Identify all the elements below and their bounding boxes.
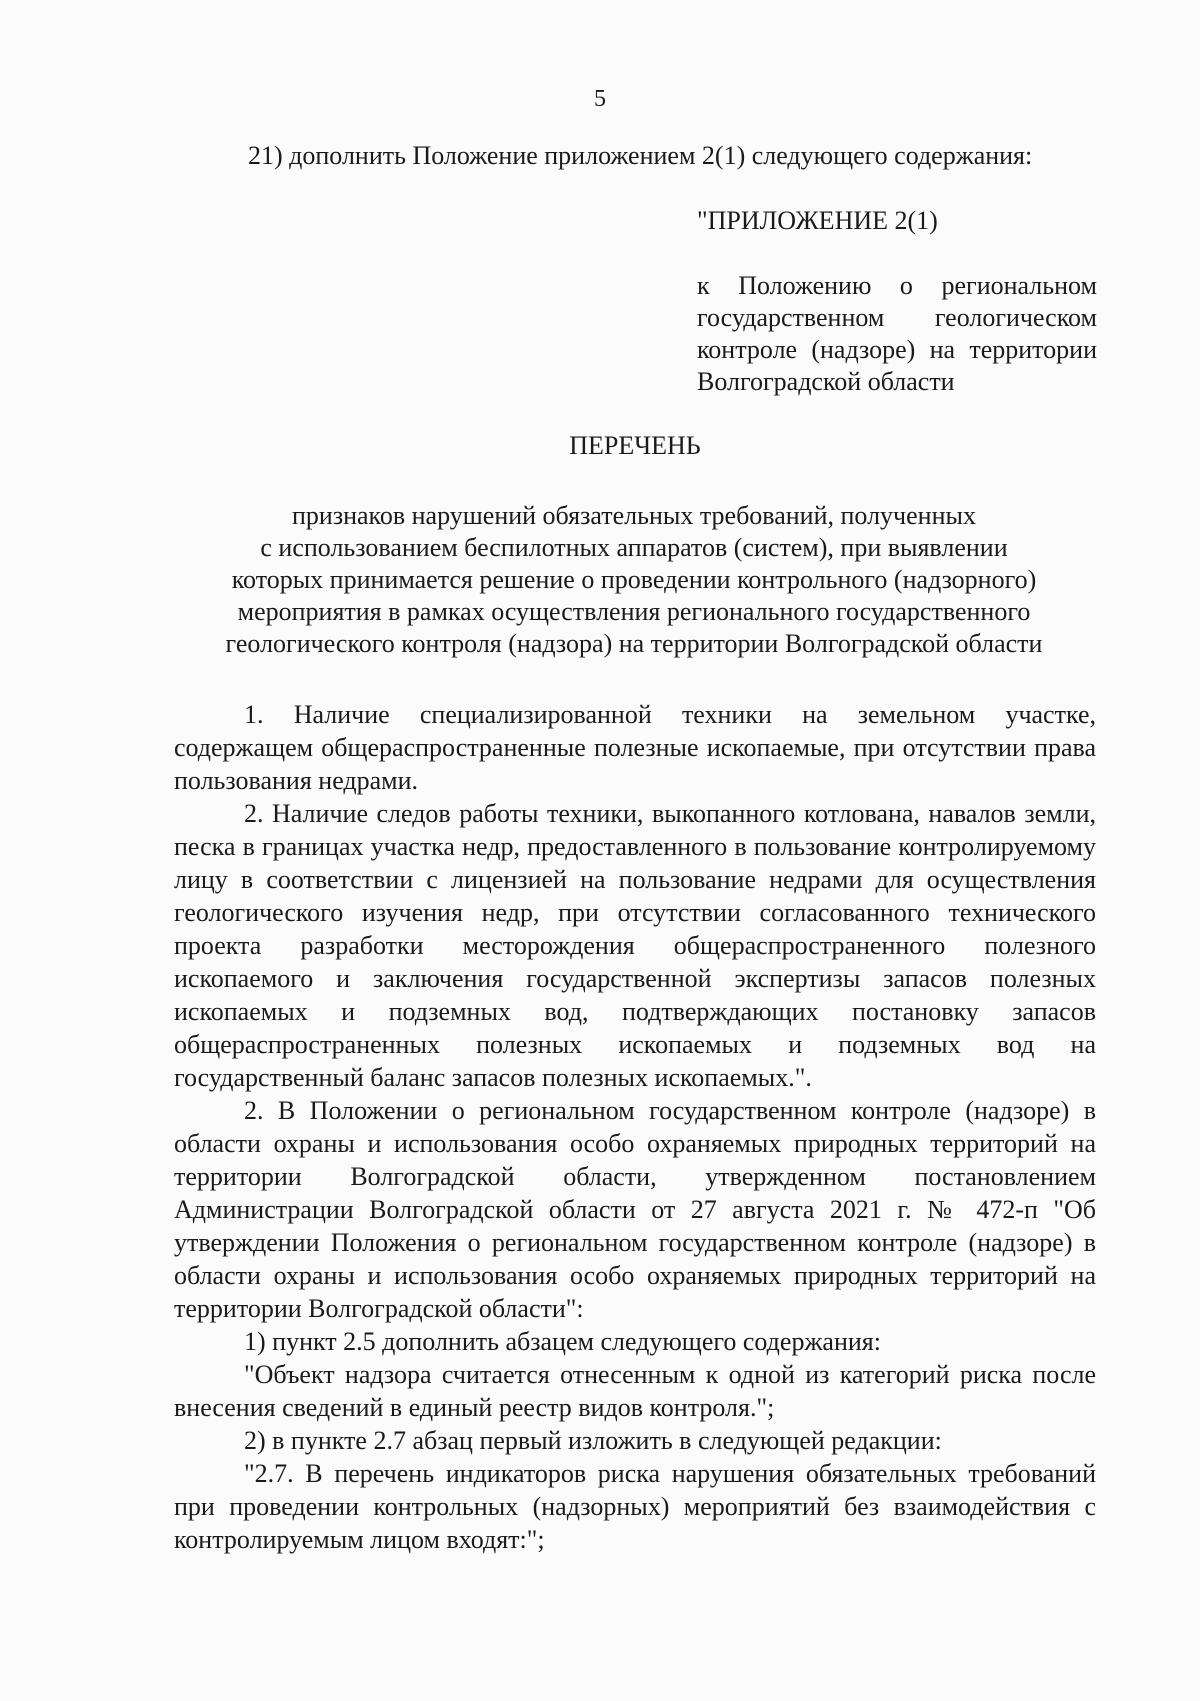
- appendix-ref-line: к Положению о региональном: [697, 271, 1097, 300]
- document-heading: ПЕРЕЧЕНЬ: [569, 431, 701, 460]
- body-paragraph: 2) в пункте 2.7 абзац первый изложить в следующей редакции:: [244, 1426, 942, 1455]
- intro-paragraph: 21) дополнить Положение приложением 2(1) следующего содержания:: [248, 141, 1033, 170]
- appendix-title: "ПРИЛОЖЕНИЕ 2(1): [697, 206, 938, 235]
- body-paragraph: 2. Наличие следов работы техники, выкопанного котлована, навалов земли, песка в границах участка недр, предоставленного в пользование контролируемому лицу в соответствии с лицензией на пользование недрами для осуществления геологического изучения недр, при отсутствии согласованного технического проекта разработки месторождения общераспространенного полезного ископаемого и заключения государственной экспертизы запасов полезных ископаемых и подземных вод, подтверждающих постановку запасов общераспространенных полезных ископаемых и подземных вод на государственный баланс запасов полезных ископаемых.".: [174, 799, 1096, 1092]
- subtitle-line: мероприятия в рамках осуществления регионального государственного: [237, 597, 1031, 626]
- document-subtitle: [174, 500, 1094, 660]
- body-paragraph: 1. Наличие специализированной техники на земельном участке, содержащем общераспространенные полезные ископаемые, при отсутствии права пользования недрами.: [174, 700, 1096, 795]
- subtitle-line: которых принимается решение о проведении контрольного (надзорного): [231, 565, 1037, 594]
- document-body: [174, 698, 1096, 1556]
- subtitle-line: признаков нарушений обязательных требований, полученных: [292, 501, 976, 530]
- subtitle-line: геологического контроля (надзора) на территории Волгоградской области: [225, 629, 1043, 658]
- appendix-ref-line: Волгоградской области: [697, 367, 955, 396]
- appendix-ref-line: контроле (надзоре) на территории: [697, 335, 1097, 364]
- appendix-reference: [697, 270, 1097, 398]
- body-paragraph: 2. В Положении о региональном государственном контроле (надзоре) в области охраны и использования особо охраняемых природных территорий на территории Волгоградской области, утвержденном постановлением Администрации Волгоградской области от 27 августа 2021 г. № 472-п "Об утверждении Положения о региональном государственном контроле (надзоре) в области охраны и использования особо охраняемых природных территорий на территории Волгоградской области":: [174, 1096, 1096, 1323]
- appendix-ref-line: государственном геологическом: [697, 303, 1097, 332]
- body-paragraph: "2.7. В перечень индикаторов риска нарушения обязательных требований при проведении контрольных (надзорных) мероприятий без взаимодействия с контролируемым лицом входят:";: [174, 1459, 1096, 1554]
- subtitle-line: с использованием беспилотных аппаратов (систем), при выявлении: [260, 533, 1008, 562]
- page-number: 5: [594, 86, 606, 112]
- body-paragraph: "Объект надзора считается отнесенным к одной из категорий риска после внесения сведений в единый реестр видов контроля.";: [174, 1360, 1096, 1422]
- body-paragraph: 1) пункт 2.5 дополнить абзацем следующего содержания:: [244, 1327, 881, 1356]
